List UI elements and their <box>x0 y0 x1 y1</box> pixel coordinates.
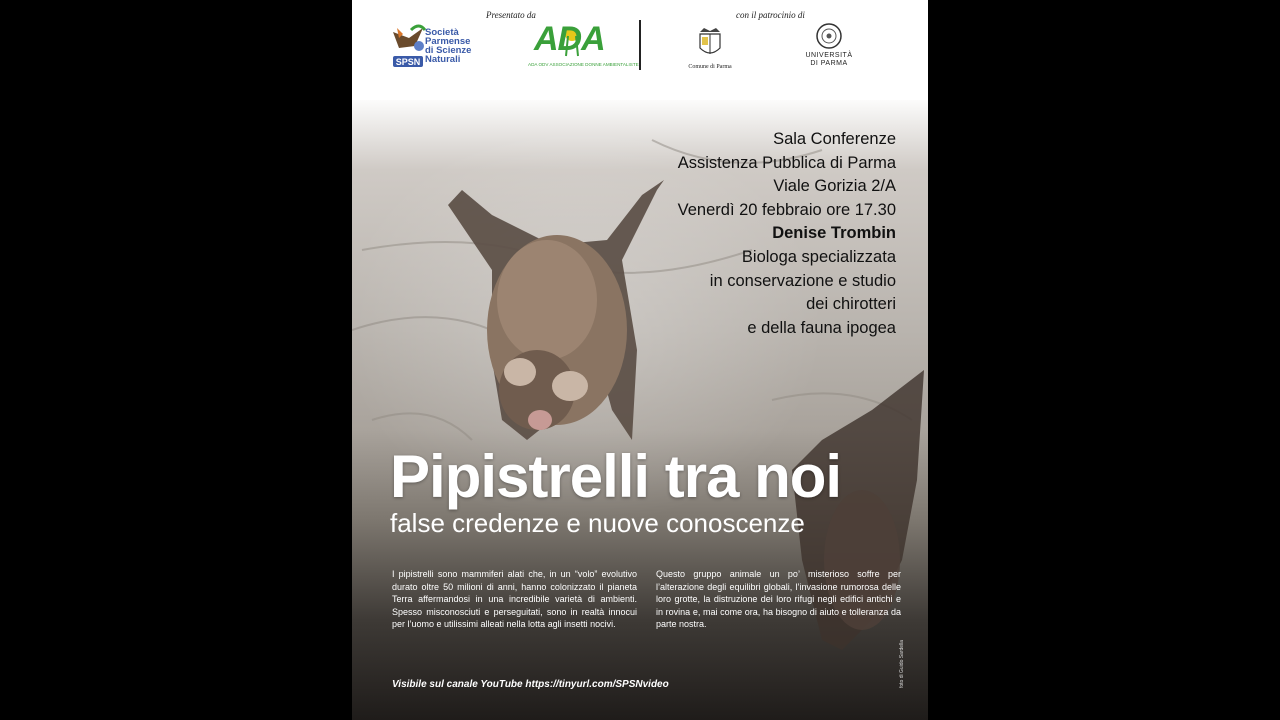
speaker-role-1: Biologa specializzata <box>741 247 896 266</box>
comune-label: Comune di Parma <box>688 64 732 70</box>
photo-credit: foto di Guido Sardella <box>899 639 905 688</box>
ada-mark: ADA <box>534 20 605 58</box>
spsn-logo <box>389 20 489 72</box>
body-paragraph-2: Questo gruppo animale un po’ misterioso soffre per l’alterazione degli equilibri globali, l’invasione rumorosa delle loro grotte, la distruzione dei loro rifugi negli edifici antichi e in rovina e, mai come ora, ha bisogno di aiuto e tolleranza da parte nostra. <box>656 569 901 630</box>
speaker-role-2: in conservazione e studio <box>709 271 896 290</box>
presented-by-label: Presentato da <box>486 10 536 20</box>
patronage-label: con il patrocinio di <box>736 10 805 20</box>
spsn-name: Società Parmense di Scienze Naturali <box>425 27 472 65</box>
university-logo <box>798 22 860 72</box>
university-label: UNIVERSITÀ DI PARMA <box>805 52 853 67</box>
ada-logo <box>528 20 639 72</box>
youtube-link-text: Visibile sul canale YouTube https://tinyurl.com/SPSNvideo <box>392 679 669 690</box>
address: Viale Gorizia 2/A <box>773 177 896 196</box>
venue-line1: Sala Conferenze <box>773 130 896 148</box>
university-seal-icon <box>815 22 843 50</box>
body-paragraph-1: I pipistrelli sono mammiferi alati che, in un “volo” evolutivo durato oltre 50 milioni di anni, hanno colonizzato il pianeta Terra affermandosi in una incredibile varietà di ambienti. Spesso misconosciuti e perseguitati, sono in realtà innocui per l’uomo e utilissimi alleati nella lotta agli insetti nocivi. <box>392 569 637 630</box>
speaker-role-4: e della fauna ipogea <box>747 318 896 337</box>
venue-line2: Assistenza Pubblica di Parma <box>677 153 896 172</box>
comune-logo <box>682 26 738 72</box>
event-info <box>678 128 896 340</box>
comune-crest-icon <box>690 26 730 60</box>
sponsor-header <box>352 0 928 100</box>
speaker-name: Denise Trombin <box>772 224 896 243</box>
spsn-abbr: SPSN <box>395 57 421 67</box>
poster-title: Pipistrelli tra noi <box>390 443 842 510</box>
spsn-logo-icon <box>389 20 427 70</box>
ada-sub: ADA ODV ASSOCIAZIONE DONNE AMBIENTALISTE <box>528 62 639 67</box>
event-poster <box>352 0 928 720</box>
event-datetime: Venerdì 20 febbraio ore 17.30 <box>677 200 896 219</box>
header-divider <box>639 20 641 70</box>
speaker-role-3: dei chirotteri <box>806 295 896 314</box>
poster-subtitle: false credenze e nuove conoscenze <box>390 508 805 538</box>
